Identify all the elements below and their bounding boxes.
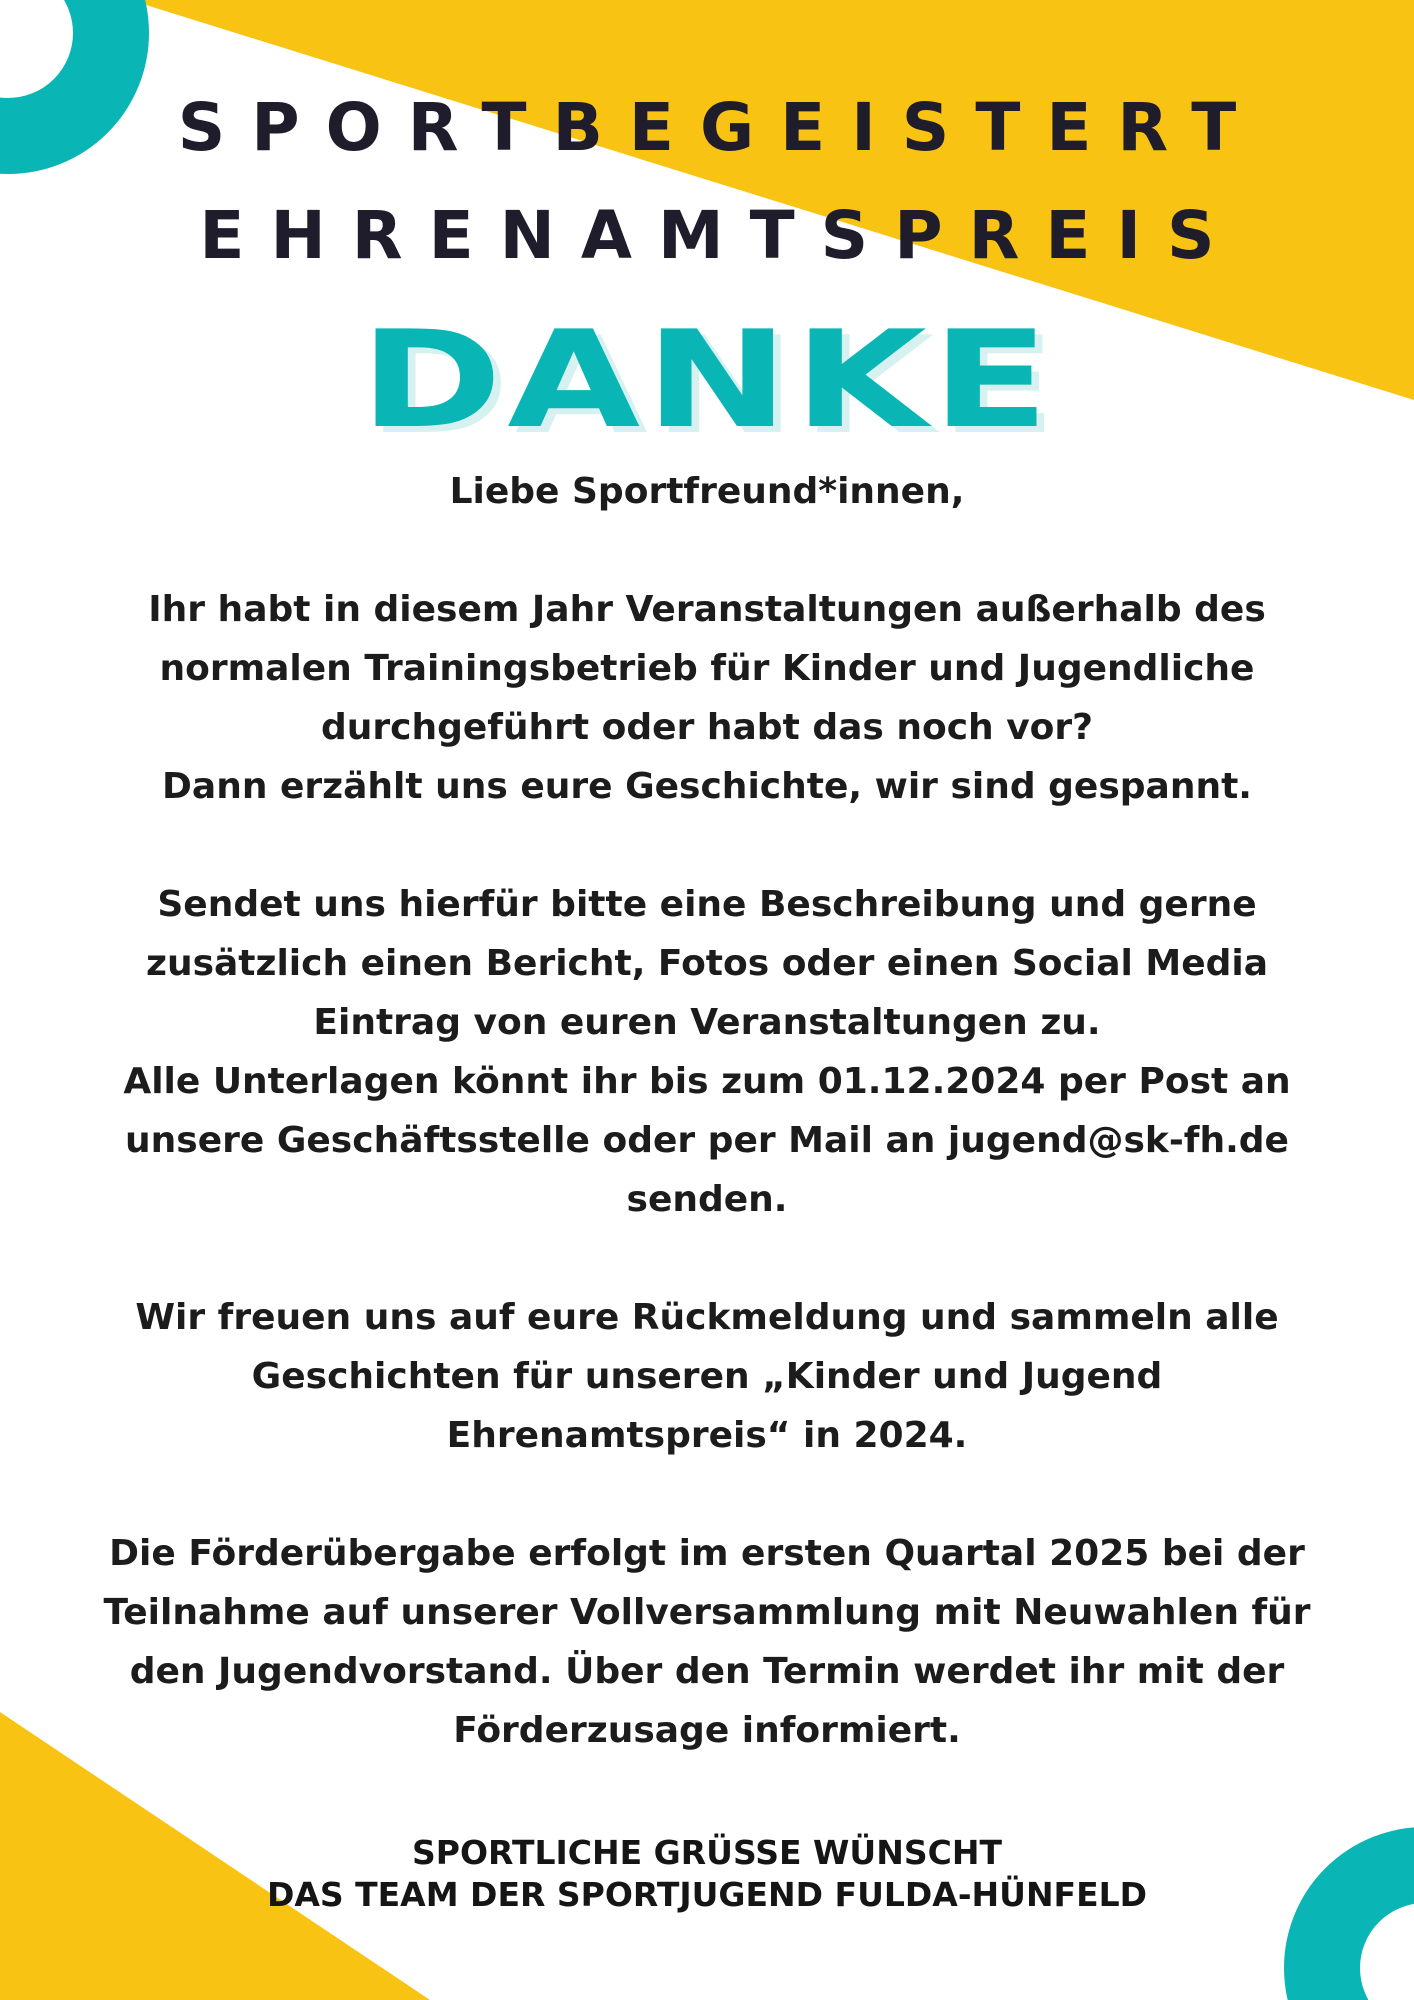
paragraph-2-line: Alle Unterlagen könnt ihr bis zum 01.12.2024 per Post an — [123, 1061, 1291, 1102]
paragraph-1-line: Ihr habt in diesem Jahr Veranstaltungen außerhalb des — [148, 589, 1266, 630]
paragraph-1-line: durchgeführt oder habt das noch vor? — [320, 707, 1094, 748]
paragraph-3-line: Ehrenamtspreis“ in 2024. — [446, 1415, 968, 1456]
paragraph-4-line: Die Förderübergabe erfolgt im ersten Quartal 2025 bei der — [109, 1533, 1305, 1574]
paragraph-2-line: senden. — [626, 1179, 788, 1220]
paragraph-1-line: normalen Trainingsbetrieb für Kinder und Jugendliche — [159, 648, 1255, 689]
paragraph-1-line: Dann erzählt uns eure Geschichte, wir sind gespannt. — [162, 766, 1252, 807]
closing-line-1: SPORTLICHE GRÜSSE WÜNSCHT — [412, 1833, 1002, 1872]
paragraph-4-line: den Jugendvorstand. Über den Termin werdet ihr mit der — [129, 1651, 1285, 1692]
paragraph-2-line: unsere Geschäftsstelle oder per Mail an jugend@sk-fh.de — [125, 1120, 1289, 1161]
paragraph-3-line: Wir freuen uns auf eure Rückmeldung und sammeln alle — [135, 1297, 1279, 1338]
greeting: Liebe Sportfreund*innen, — [449, 471, 965, 512]
title-line-1: SPORTBEGEISTERT — [177, 89, 1263, 166]
danke-headline: DANKE — [359, 302, 1055, 458]
letter-body — [70, 462, 1344, 1760]
paragraph-2-line: zusätzlich einen Bericht, Fotos oder einen Social Media — [145, 943, 1269, 984]
paragraph-2-line: Sendet uns hierfür bitte eine Beschreibung und gerne — [157, 884, 1257, 925]
closing-line-2: DAS TEAM DER SPORTJUGEND FULDA-HÜNFELD — [266, 1875, 1148, 1914]
paragraph-4-line: Förderzusage informiert. — [453, 1710, 961, 1751]
closing-signature — [0, 1832, 1414, 1916]
paragraph-4-line: Teilnahme auf unserer Vollversammlung mit Neuwahlen für — [103, 1592, 1311, 1633]
title-line-2: EHRENAMTSPREIS — [199, 197, 1241, 274]
paragraph-2-line: Eintrag von euren Veranstaltungen zu. — [313, 1002, 1101, 1043]
paragraph-3-line: Geschichten für unseren „Kinder und Jugend — [251, 1356, 1163, 1397]
